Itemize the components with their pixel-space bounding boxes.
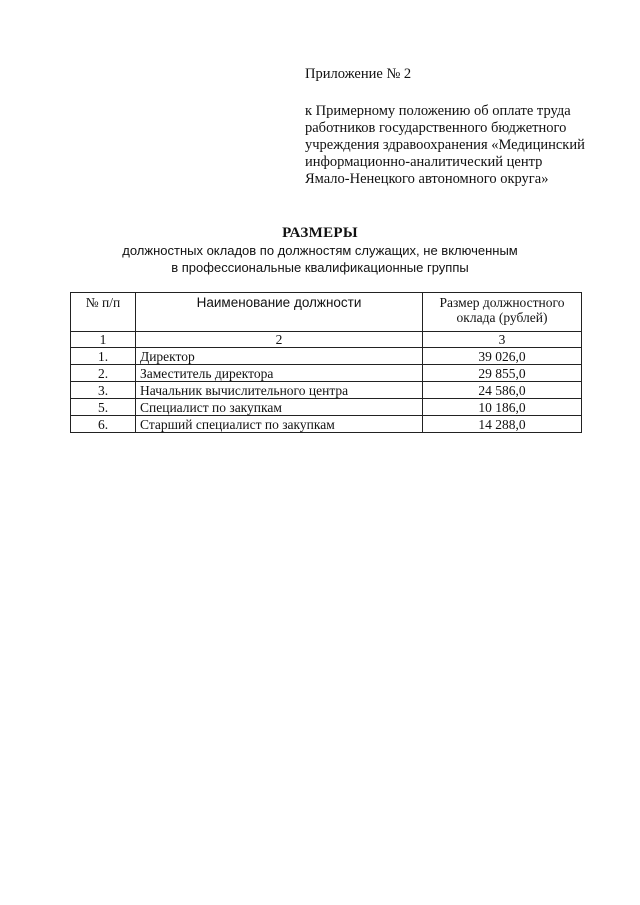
document-heading [0,224,640,276]
table-row [71,348,582,365]
appendix-line: информационно-аналитический центр [305,154,543,170]
row-salary: 39 026,0 [423,348,582,365]
heading-subtitle-line: должностных окладов по должностям служащих, не включенным [122,243,518,258]
appendix-title: Приложение № 2 [305,66,412,82]
index-cell: 1 [71,332,136,348]
row-position: Специалист по закупкам [136,399,423,416]
row-num: 6. [71,416,136,433]
header-name: Наименование должности [136,293,423,332]
appendix-line: работников государственного бюджетного [305,120,567,136]
appendix-line: учреждения здравоохранения «Медицинский [305,137,585,153]
row-num: 1. [71,348,136,365]
row-position: Старший специалист по закупкам [136,416,423,433]
row-salary: 10 186,0 [423,399,582,416]
appendix-line: Ямало-Ненецкого автономного округа» [305,171,549,187]
row-num: 5. [71,399,136,416]
table-row [71,399,582,416]
heading-subtitle [0,242,640,276]
table-header-row [71,293,582,332]
row-num: 2. [71,365,136,382]
salary-table [70,292,582,433]
row-position: Начальник вычислительного центра [136,382,423,399]
table-row [71,365,582,382]
heading-title: РАЗМЕРЫ [282,225,358,241]
header-salary: Размер должностного оклада (рублей) [423,293,582,332]
table-row [71,416,582,433]
table-row [71,382,582,399]
row-position: Заместитель директора [136,365,423,382]
row-position: Директор [136,348,423,365]
header-num: № п/п [71,293,136,332]
appendix-block [305,66,625,188]
row-salary: 24 586,0 [423,382,582,399]
index-cell: 3 [423,332,582,348]
row-salary: 29 855,0 [423,365,582,382]
appendix-line: к Примерному положению об оплате труда [305,103,571,119]
index-cell: 2 [136,332,423,348]
heading-subtitle-line: в профессиональные квалификационные группы [171,260,469,275]
table-index-row [71,332,582,348]
row-salary: 14 288,0 [423,416,582,433]
row-num: 3. [71,382,136,399]
